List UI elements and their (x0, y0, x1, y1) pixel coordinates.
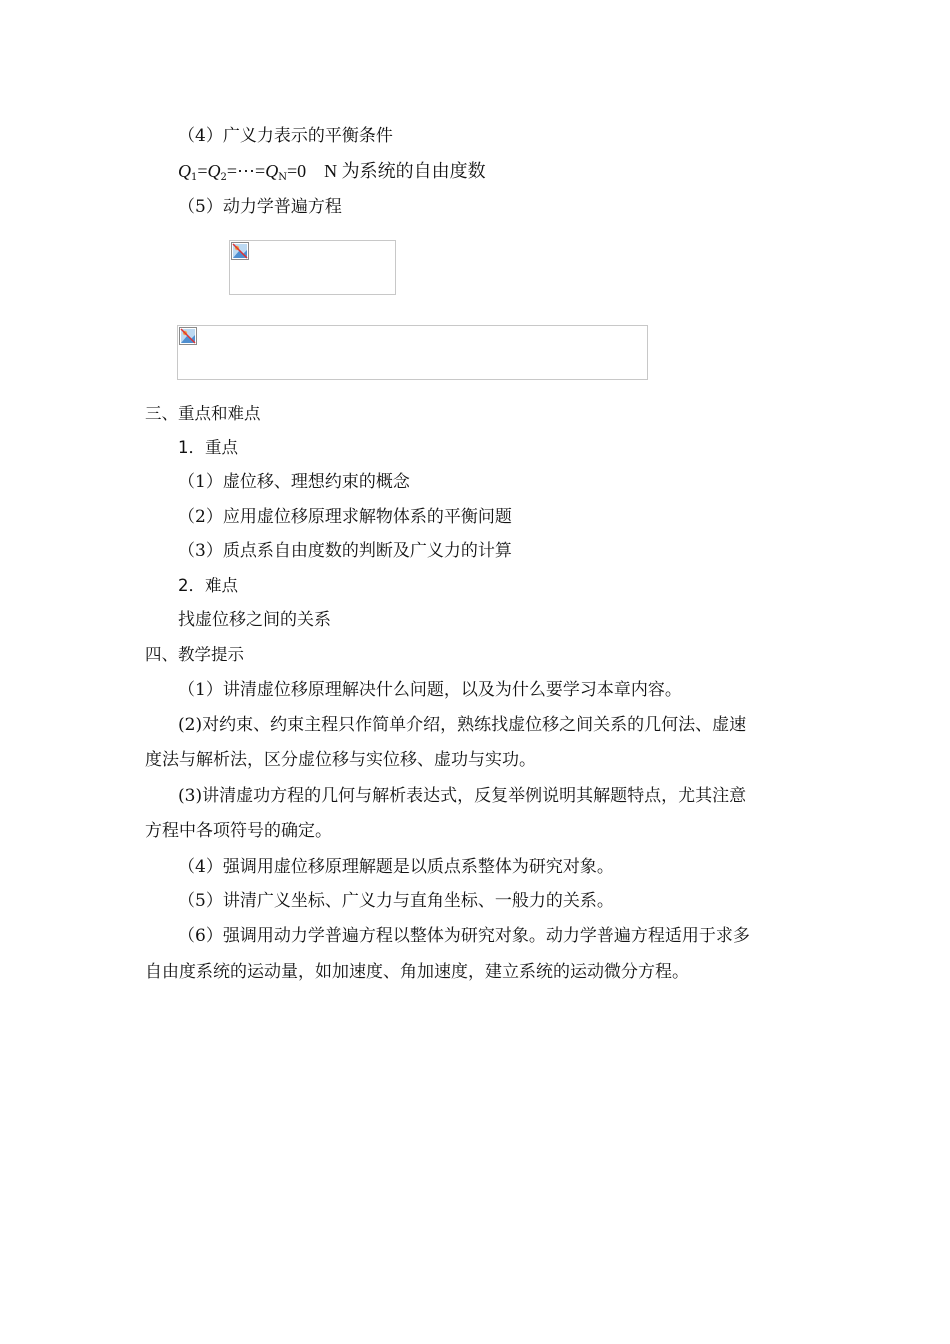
difficult-item-1: 找虚位移之间的关系 (178, 610, 331, 630)
subheading-difficult: 2．难点 (178, 576, 238, 595)
line-dynamics-general-equation: （5）动力学普遍方程 (178, 197, 342, 217)
equation-equilibrium: $Q_1=Q_2=\cdots=Q_N=0$ N 为系统的自由度数 (178, 161, 486, 183)
tip-3-line-2: 方程中各项符号的确定。 (145, 821, 332, 841)
broken-image-icon (231, 242, 249, 260)
eq-q1: Q (178, 161, 191, 181)
line-generalized-force-condition: （4）广义力表示的平衡条件 (178, 126, 393, 146)
tip-2-line-1: (2)对约束、约束主程只作简单介绍，熟练找虚位移之间关系的几何法、虚速 (178, 715, 747, 735)
tip-1: （1）讲清虚位移原理解决什么问题，以及为什么要学习本章内容。 (178, 680, 682, 700)
tip-2-line-2: 度法与解析法，区分虚位移与实位移、虚功与实功。 (145, 750, 536, 770)
tip-6-line-2: 自由度系统的运动量，如加速度、角加速度，建立系统的运动微分方程。 (145, 962, 689, 982)
key-item-1: （1）虚位移、理想约束的概念 (178, 472, 410, 492)
tip-3-line-1: (3)讲清虚功方程的几何与解析表达式，反复举例说明其解题特点，尤其注意 (178, 786, 747, 806)
image-placeholder-1 (229, 240, 396, 295)
section-heading-key-points: 三、重点和难点 (145, 404, 261, 423)
section-heading-teaching-tips: 四、教学提示 (145, 645, 244, 664)
key-item-3: （3）质点系自由度数的判断及广义力的计算 (178, 541, 512, 561)
eq-q2: Q (207, 161, 221, 181)
tip-6-line-1: （6）强调用动力学普遍方程以整体为研究对象。动力学普遍方程适用于求多 (178, 926, 750, 946)
tip-4: （4）强调用虚位移原理解题是以质点系整体为研究对象。 (178, 857, 614, 877)
image-placeholder-2 (177, 325, 648, 380)
eq-note: N 为系统的自由度数 (324, 161, 486, 181)
tip-5: （5）讲清广义坐标、广义力与直角坐标、一般力的关系。 (178, 891, 614, 911)
key-item-2: （2）应用虚位移原理求解物体系的平衡问题 (178, 507, 512, 527)
subheading-key: 1．重点 (178, 438, 238, 457)
eq-qn: Q (265, 161, 279, 181)
broken-image-icon (179, 327, 197, 345)
